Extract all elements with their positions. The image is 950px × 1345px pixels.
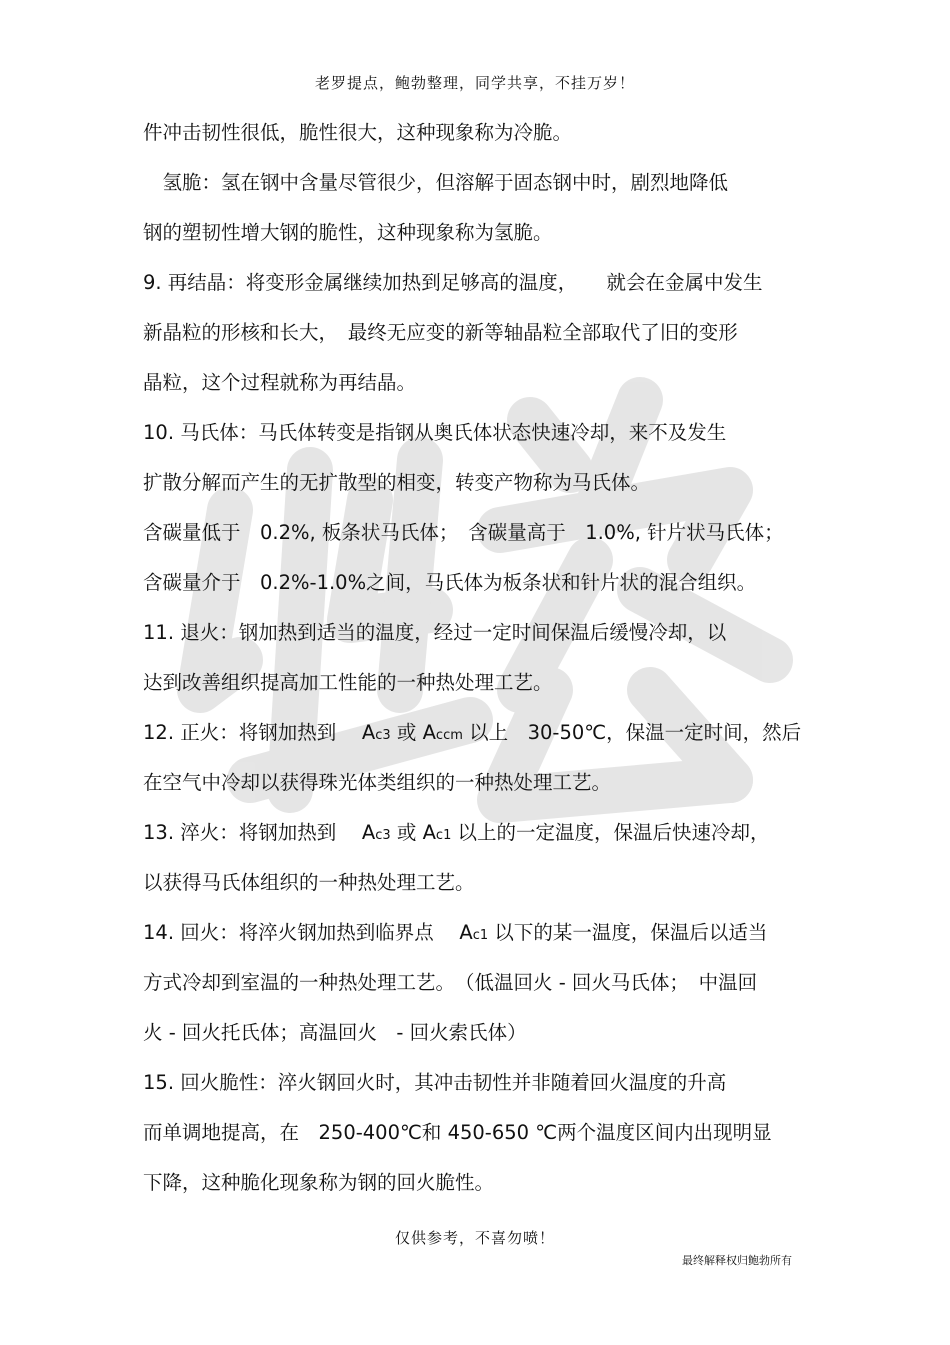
text-segment: 或 A	[390, 721, 436, 744]
text-line: 扩散分解而产生的无扩散型的相变，转变产物称为马氏体。	[143, 471, 651, 494]
footnote: 最终解释权归鲍勃所有	[682, 1254, 792, 1267]
subscript: c3	[375, 728, 391, 743]
subscript: c1	[435, 828, 452, 843]
text-line: 达到改善组织提高加工性能的一种热处理工艺。	[143, 671, 553, 694]
text-line: 钢的塑韧性增大钢的脆性，这种现象称为氢脆。	[143, 221, 553, 244]
definition-recrystallization: 9. 再结晶：将变形金属继续加热到足够高的温度， 就会在金属中发生	[143, 271, 763, 294]
text-line: 晶粒，这个过程就称为再结晶。	[143, 371, 417, 394]
text-segment: 以上的一定温度，保温后快速冷却，	[451, 821, 770, 844]
definition-quenching	[143, 819, 770, 847]
text-line: 件冲击韧性很低，脆性很大，这种现象称为冷脆。	[143, 121, 573, 144]
text-segment: 12. 正火：将钢加热到 A	[143, 721, 376, 744]
text-line: 下降，这种脆化现象称为钢的回火脆性。	[143, 1171, 495, 1194]
text-line: 含碳量介于 0.2%-1.0%之间，马氏体为板条状和针片状的混合组织。	[143, 571, 757, 594]
text-segment: 以下的某一温度，保温后以适当	[488, 921, 768, 944]
text-line: 火 - 回火托氏体；高温回火 - 回火索氏体）	[143, 1021, 527, 1044]
text-segment: 或 A	[390, 821, 436, 844]
text-line: 以获得马氏体组织的一种热处理工艺。	[143, 871, 475, 894]
definition-annealing: 11. 退火：钢加热到适当的温度，经过一定时间保温后缓慢冷却，以	[143, 621, 727, 644]
definition-martensite: 10. 马氏体：马氏体转变是指钢从奥氏体状态快速冷却，来不及发生	[143, 421, 727, 444]
text-segment: 13. 淬火：将钢加热到 A	[143, 821, 376, 844]
text-line: 含碳量低于 0.2%, 板条状马氏体； 含碳量高于 1.0%, 针片状马氏体；	[143, 521, 784, 544]
text-line: 方式冷却到室温的一种热处理工艺。 （低温回火 - 回火马氏体； 中温回	[143, 971, 758, 994]
text-line: 在空气中冷却以获得珠光体类组织的一种热处理工艺。	[143, 771, 612, 794]
text-line: 而单调地提高，在 250-400℃和 450-650 ℃两个温度区间内出现明显	[143, 1121, 772, 1144]
page-header: 老罗提点，鲍勃整理，同学共享，不挂万岁！	[314, 74, 635, 92]
definition-temper-brittleness: 15. 回火脆性：淬火钢回火时，其冲击韧性并非随着回火温度的升高	[143, 1071, 727, 1094]
text-line: 氢脆：氢在钢中含量尽管很少，但溶解于固态钢中时，剧烈地降低	[143, 171, 729, 194]
definition-tempering	[143, 919, 767, 947]
text-segment: 14. 回火：将淬火钢加热到临界点 A	[143, 921, 473, 944]
text-segment: 以上 30-50℃，保温一定时间，然后	[462, 721, 802, 744]
text-line: 新晶粒的形核和长大， 最终无应变的新等轴晶粒全部取代了旧的变形	[143, 321, 738, 344]
definition-normalizing	[143, 719, 801, 747]
page-footer: 仅供参考，不喜勿喷！	[394, 1229, 555, 1247]
subscript: c1	[472, 928, 489, 943]
subscript: ccm	[435, 728, 463, 743]
subscript: c3	[375, 828, 391, 843]
